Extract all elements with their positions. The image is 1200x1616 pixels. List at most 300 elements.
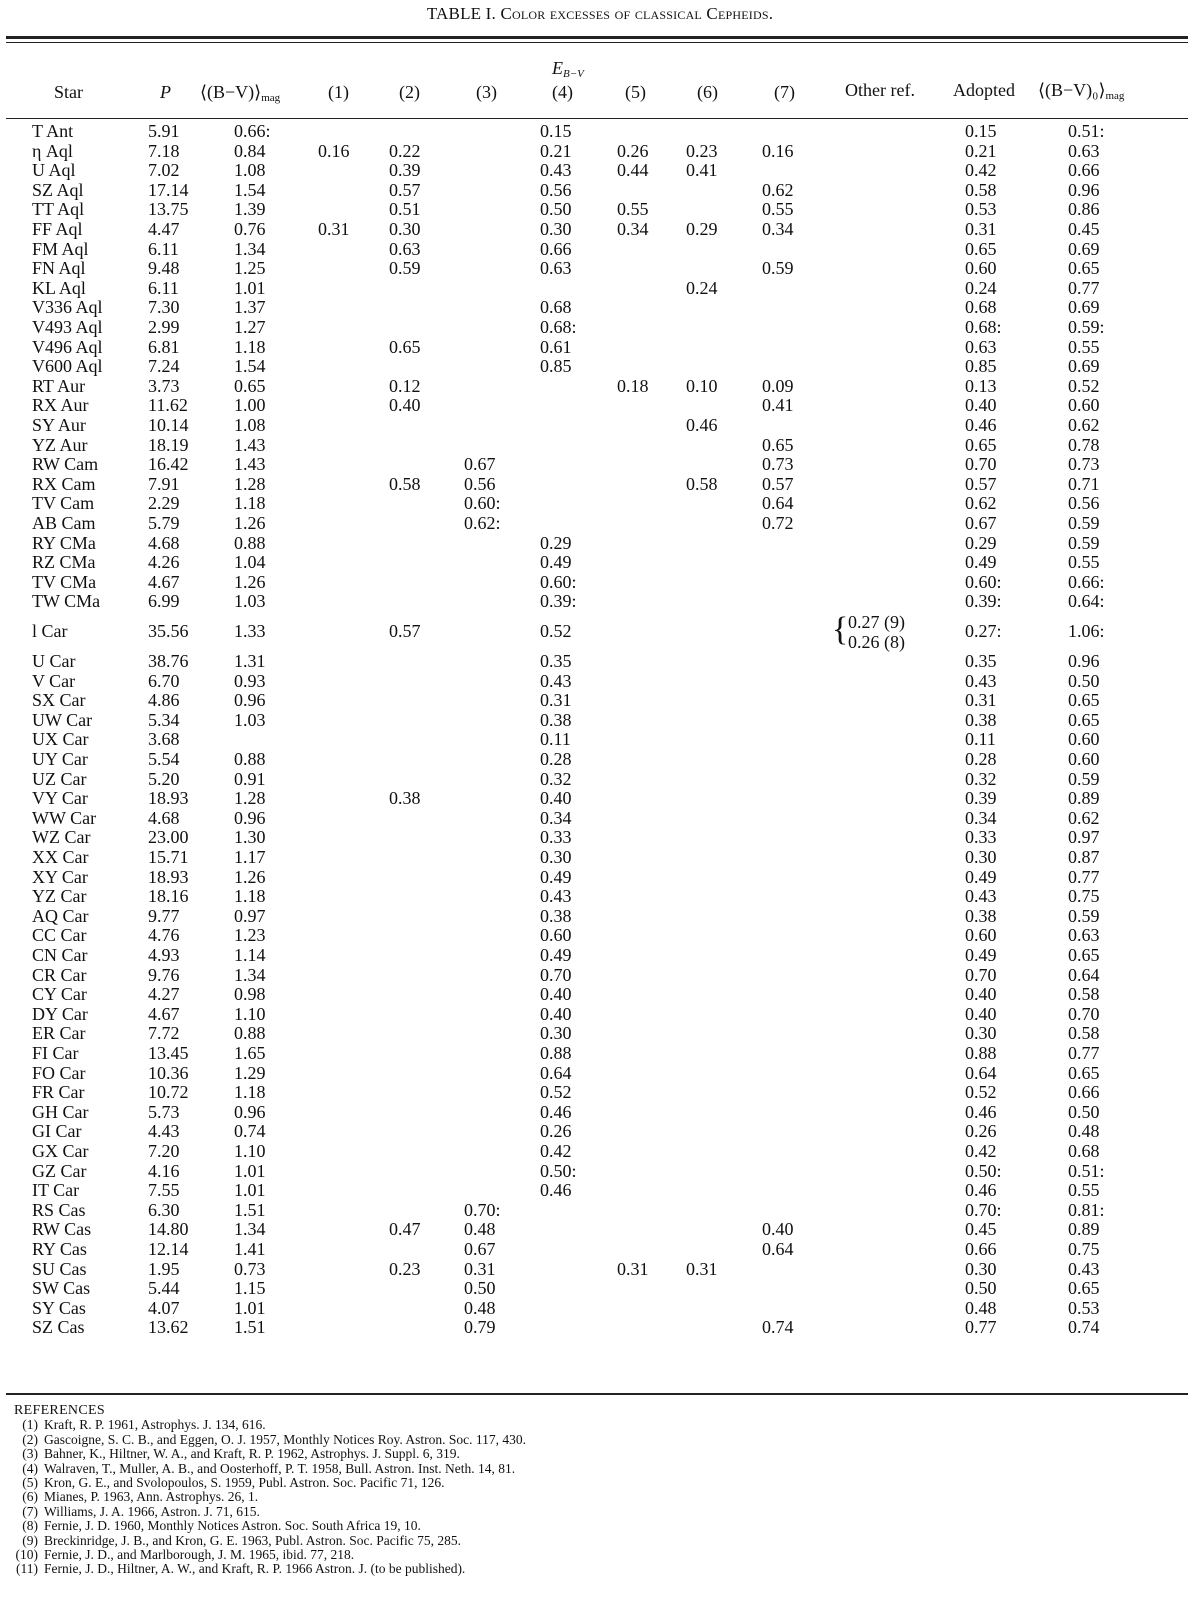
- table-row: [0, 435, 1200, 455]
- cell-p: 5.44: [148, 1278, 180, 1299]
- cell-adopted: 0.26: [965, 1121, 997, 1142]
- cell-c4: 0.70: [540, 964, 572, 985]
- cell-adopted: 0.63: [965, 336, 997, 357]
- cell-bv0: 0.69: [1068, 297, 1100, 318]
- cell-p: 7.20: [148, 1141, 180, 1161]
- table-row: [0, 1023, 1200, 1043]
- cell-bv: 0.96: [234, 807, 266, 828]
- cell-c3: 0.50: [464, 1278, 496, 1299]
- cell-c4: 0.49: [540, 552, 572, 573]
- table-row: [0, 769, 1200, 789]
- reference-number: (10): [15, 1547, 38, 1563]
- cell-bv0: 0.59:: [1068, 317, 1105, 337]
- header-group-ebv: $E_{B-V}$: [552, 58, 584, 80]
- cell-p: 23.00: [148, 827, 189, 848]
- cell-p: 4.26: [148, 552, 180, 573]
- cell-bv: 1.18: [234, 886, 266, 907]
- cell-p: 2.29: [148, 493, 180, 514]
- cell-star: FM Aql: [32, 238, 89, 259]
- cell-bv: 1.08: [234, 160, 266, 181]
- cell-star: AQ Car: [32, 905, 89, 926]
- cell-star: IT Car: [32, 1180, 80, 1201]
- cell-p: 18.16: [148, 886, 189, 907]
- cell-bv0: 0.86: [1068, 199, 1100, 220]
- cell-c4: 0.68:: [540, 317, 577, 337]
- cell-bv: 1.34: [234, 1219, 266, 1240]
- cell-c4: 0.15: [540, 121, 572, 141]
- cell-c4: 0.40: [540, 788, 572, 809]
- cell-p: 5.34: [148, 709, 180, 730]
- cell-adopted: 0.46: [965, 415, 997, 435]
- cell-c3: 0.48: [464, 1297, 496, 1318]
- cell-p: 6.99: [148, 591, 180, 612]
- cell-c4: 0.85: [540, 356, 572, 377]
- cell-c2: 0.57: [389, 621, 421, 641]
- cell-p: 1.95: [148, 1258, 180, 1279]
- table-row: [0, 1043, 1200, 1063]
- header-col-3: (3): [476, 82, 497, 102]
- cell-p: 7.24: [148, 356, 180, 377]
- cell-star: T Ant: [32, 121, 74, 141]
- cell-p: 6.70: [148, 670, 180, 691]
- table-row: [0, 572, 1200, 592]
- cell-bv: 1.43: [234, 434, 266, 455]
- cell-bv: 1.27: [234, 317, 266, 337]
- cell-c4: 0.66: [540, 238, 572, 259]
- cell-star: RY Cas: [32, 1239, 87, 1259]
- cell-bv: 1.28: [234, 788, 266, 809]
- cell-c3: 0.67: [464, 1239, 496, 1259]
- cell-p: 14.80: [148, 1219, 189, 1240]
- reference-number: (4): [22, 1460, 38, 1476]
- cell-bv0: 0.96: [1068, 179, 1100, 200]
- cell-adopted: 0.58: [965, 179, 997, 200]
- reference-number: (11): [16, 1561, 38, 1577]
- cell-c4: 0.43: [540, 886, 572, 907]
- cell-p: 4.86: [148, 690, 180, 711]
- reference-item: [14, 1534, 526, 1548]
- cell-c7: 0.16: [762, 140, 794, 161]
- cell-c7: 0.41: [762, 395, 794, 416]
- cell-adopted: 0.88: [965, 1043, 997, 1063]
- cell-c3: 0.31: [464, 1258, 496, 1279]
- cell-c2: 0.30: [389, 219, 421, 239]
- cell-bv0: 0.77: [1068, 1043, 1100, 1063]
- table-row: [0, 671, 1200, 691]
- cell-adopted: 0.13: [965, 375, 997, 396]
- cell-c7: 0.62: [762, 179, 794, 200]
- reference-text: Breckinridge, J. B., and Kron, G. E. 1963, Publ. Astron. Soc. Pacific 75, 285.: [44, 1532, 461, 1548]
- reference-text: Bahner, K., Hiltner, W. A., and Kraft, R. P. 1962, Astrophys. J. Suppl. 6, 319.: [44, 1446, 460, 1462]
- table-row: [0, 317, 1200, 337]
- cell-c3: 0.56: [464, 473, 496, 494]
- cell-p: 6.11: [148, 238, 179, 259]
- cell-star: RX Aur: [32, 395, 89, 416]
- table-row: [0, 611, 1200, 652]
- cell-c4: 0.52: [540, 1082, 572, 1103]
- cell-bv: 0.88: [234, 1023, 266, 1044]
- cell-bv0: 0.43: [1068, 1258, 1100, 1279]
- cell-bv0: 0.75: [1068, 886, 1100, 907]
- cell-adopted: 0.38: [965, 905, 997, 926]
- cell-adopted: 0.49: [965, 866, 997, 887]
- cell-bv0: 0.62: [1068, 807, 1100, 828]
- reference-number: (8): [22, 1518, 38, 1534]
- cell-bv: 1.18: [234, 493, 266, 514]
- table-row: [0, 121, 1200, 141]
- cell-adopted: 0.48: [965, 1297, 997, 1318]
- cell-star: l Car: [32, 621, 68, 641]
- cell-star: AB Cam: [32, 513, 96, 533]
- cell-c5: 0.55: [617, 199, 649, 220]
- cell-bv0: 0.64: [1068, 964, 1100, 985]
- cell-p: 4.67: [148, 571, 180, 592]
- reference-number: (7): [22, 1503, 38, 1519]
- cell-p: 5.73: [148, 1101, 180, 1122]
- cell-bv: 1.01: [234, 1180, 266, 1201]
- cell-bv0: 0.51:: [1068, 1160, 1105, 1181]
- cell-bv: 0.96: [234, 1101, 266, 1122]
- table-row: [0, 690, 1200, 710]
- cell-c4: 0.21: [540, 140, 572, 161]
- cell-c4: 0.46: [540, 1180, 572, 1201]
- cell-bv0: 0.66:: [1068, 571, 1105, 592]
- cell-c2: 0.38: [389, 788, 421, 809]
- table-row: [0, 847, 1200, 867]
- table-row: [0, 906, 1200, 926]
- cell-adopted: 0.40: [965, 1003, 997, 1024]
- cell-c4: 0.42: [540, 1141, 572, 1161]
- reference-item: [14, 1505, 526, 1519]
- cell-adopted: 0.49: [965, 945, 997, 965]
- cell-bv: 1.01: [234, 1297, 266, 1318]
- table-row: [0, 356, 1200, 376]
- cell-adopted: 0.39: [965, 788, 997, 809]
- reference-number: (6): [22, 1489, 38, 1505]
- cell-bv0: 0.45: [1068, 219, 1100, 239]
- cell-star: FF Aql: [32, 219, 83, 239]
- cell-star: XX Car: [32, 847, 89, 867]
- cell-star: U Car: [32, 651, 76, 671]
- cell-p: 6.11: [148, 277, 179, 298]
- cell-c6: 0.24: [686, 277, 718, 298]
- cell-c3: 0.62:: [464, 513, 501, 533]
- cell-star: V496 Aql: [32, 336, 103, 357]
- cell-adopted: 0.46: [965, 1180, 997, 1201]
- cell-p: 12.14: [148, 1239, 189, 1259]
- cell-bv0: 0.62: [1068, 415, 1100, 435]
- cell-bv: 0.88: [234, 532, 266, 553]
- cell-c4: 0.30: [540, 1023, 572, 1044]
- cell-p: 5.20: [148, 768, 180, 789]
- cell-c4: 0.35: [540, 651, 572, 671]
- cell-c7: 0.65: [762, 434, 794, 455]
- cell-p: 4.68: [148, 532, 180, 553]
- cell-c6: 0.10: [686, 375, 718, 396]
- cell-bv: 0.98: [234, 984, 266, 1005]
- cell-adopted: 0.30: [965, 1023, 997, 1044]
- cell-star: FO Car: [32, 1062, 86, 1083]
- cell-star: WZ Car: [32, 827, 91, 848]
- cell-star: UY Car: [32, 749, 88, 769]
- cell-star: CN Car: [32, 945, 88, 965]
- table-row: [0, 258, 1200, 278]
- cell-bv0: 0.58: [1068, 984, 1100, 1005]
- cell-adopted: 0.15: [965, 121, 997, 141]
- table-row: [0, 749, 1200, 769]
- cell-c4: 0.33: [540, 827, 572, 848]
- cell-bv: 1.30: [234, 827, 266, 848]
- cell-bv0: 0.70: [1068, 1003, 1100, 1024]
- cell-bv: 1.18: [234, 1082, 266, 1103]
- cell-star: KL Aql: [32, 277, 86, 298]
- cell-bv: 0.97: [234, 905, 266, 926]
- cell-star: UX Car: [32, 729, 89, 750]
- table-row: [0, 1200, 1200, 1220]
- cell-c6: 0.29: [686, 219, 718, 239]
- cell-bv0: 0.81:: [1068, 1199, 1105, 1220]
- cell-bv: 1.26: [234, 571, 266, 592]
- cell-c4: 0.61: [540, 336, 572, 357]
- cell-star: RT Aur: [32, 375, 86, 396]
- cell-bv0: 0.59: [1068, 905, 1100, 926]
- cell-bv: 1.41: [234, 1239, 266, 1259]
- cell-adopted: 0.39:: [965, 591, 1002, 612]
- cell-star: SX Car: [32, 690, 86, 711]
- cell-adopted: 0.65: [965, 238, 997, 259]
- cell-c7: 0.73: [762, 454, 794, 475]
- table-row: [0, 552, 1200, 572]
- cell-adopted: 0.29: [965, 532, 997, 553]
- cell-adopted: 0.40: [965, 395, 997, 416]
- cell-star: UW Car: [32, 709, 93, 730]
- cell-bv: 0.74: [234, 1121, 266, 1142]
- cell-c7: 0.64: [762, 1239, 794, 1259]
- cell-c2: 0.59: [389, 258, 421, 279]
- cell-p: 5.91: [148, 121, 180, 141]
- cell-bv: 0.96: [234, 690, 266, 711]
- table-row: [0, 984, 1200, 1004]
- cell-bv: 1.65: [234, 1043, 266, 1063]
- cell-star: FI Car: [32, 1043, 79, 1063]
- cell-star: YZ Aur: [32, 434, 88, 455]
- cell-p: 9.76: [148, 964, 180, 985]
- cell-c6: 0.58: [686, 473, 718, 494]
- table-row: [0, 710, 1200, 730]
- cell-star: VY Car: [32, 788, 88, 809]
- cell-star: TV CMa: [32, 571, 97, 592]
- cell-other-ref: 0.27 (9): [848, 612, 905, 632]
- reference-item: [14, 1462, 526, 1476]
- cell-p: 13.45: [148, 1043, 189, 1063]
- cell-bv0: 0.87: [1068, 847, 1100, 867]
- table-row: [0, 297, 1200, 317]
- cell-p: 7.02: [148, 160, 180, 181]
- cell-c7: 0.55: [762, 199, 794, 220]
- cell-star: WW Car: [32, 807, 97, 828]
- cell-adopted: 0.68: [965, 297, 997, 318]
- cell-bv: 1.26: [234, 866, 266, 887]
- cell-bv0: 0.60: [1068, 729, 1100, 750]
- cell-p: 3.68: [148, 729, 180, 750]
- cell-bv: 1.14: [234, 945, 266, 965]
- cell-c5: 0.31: [617, 1258, 649, 1279]
- cell-c4: 0.43: [540, 670, 572, 691]
- cell-p: 18.19: [148, 434, 189, 455]
- cell-c1: 0.16: [318, 140, 350, 161]
- cell-bv: 1.03: [234, 591, 266, 612]
- cell-p: 18.93: [148, 788, 189, 809]
- cell-c4: 0.52: [540, 621, 572, 641]
- cell-star: η Aql: [32, 140, 73, 161]
- cell-bv0: 0.52: [1068, 375, 1100, 396]
- header-col-2: (2): [399, 82, 420, 102]
- cell-c3: 0.60:: [464, 493, 501, 514]
- cell-bv0: 0.89: [1068, 1219, 1100, 1240]
- cell-adopted: 0.31: [965, 690, 997, 711]
- cell-star: V600 Aql: [32, 356, 103, 377]
- cell-c4: 0.60:: [540, 571, 577, 592]
- cell-c4: 0.49: [540, 866, 572, 887]
- cell-bv0: 0.63: [1068, 140, 1100, 161]
- cell-c3: 0.67: [464, 454, 496, 475]
- cell-c2: 0.47: [389, 1219, 421, 1240]
- cell-adopted: 0.70:: [965, 1199, 1002, 1220]
- cell-star: FR Car: [32, 1082, 85, 1103]
- cell-bv0: 0.60: [1068, 749, 1100, 769]
- cell-adopted: 0.68:: [965, 317, 1002, 337]
- cell-p: 10.14: [148, 415, 189, 435]
- cell-bv0: 0.96: [1068, 651, 1100, 671]
- cell-adopted: 0.50: [965, 1278, 997, 1299]
- cell-p: 4.68: [148, 807, 180, 828]
- bottom-rule: [6, 1393, 1188, 1395]
- cell-bv0: 0.59: [1068, 513, 1100, 533]
- reference-item: [14, 1418, 526, 1432]
- cell-bv0: 0.69: [1068, 356, 1100, 377]
- cell-star: SY Cas: [32, 1297, 86, 1318]
- cell-bv: 1.54: [234, 356, 266, 377]
- reference-item: [14, 1433, 526, 1447]
- table-row: [0, 376, 1200, 396]
- cell-bv0: 0.77: [1068, 866, 1100, 887]
- table-row: [0, 1239, 1200, 1259]
- cell-star: RX Cam: [32, 473, 96, 494]
- cell-bv: 1.08: [234, 415, 266, 435]
- cell-p: 3.73: [148, 375, 180, 396]
- table-row: [0, 454, 1200, 474]
- cell-bv: 1.34: [234, 964, 266, 985]
- table-row: [0, 239, 1200, 259]
- cell-star: GX Car: [32, 1141, 89, 1161]
- cell-p: 7.18: [148, 140, 180, 161]
- cell-star: CC Car: [32, 925, 87, 946]
- table-row: [0, 1121, 1200, 1141]
- cell-adopted: 0.43: [965, 670, 997, 691]
- cell-star: CY Car: [32, 984, 87, 1005]
- cell-c4: 0.39:: [540, 591, 577, 612]
- table-row: [0, 886, 1200, 906]
- cell-adopted: 0.24: [965, 277, 997, 298]
- cell-c4: 0.50:: [540, 1160, 577, 1181]
- cell-adopted: 0.42: [965, 160, 997, 181]
- cell-c4: 0.49: [540, 945, 572, 965]
- table-row: [0, 827, 1200, 847]
- brace-glyph: {: [832, 611, 849, 648]
- reference-text: Walraven, T., Muller, A. B., and Oosterhoff, P. T. 1958, Bull. Astron. Inst. Neth. 14, 81.: [44, 1460, 516, 1476]
- table-row: [0, 337, 1200, 357]
- cell-p: 15.71: [148, 847, 189, 867]
- cell-c7: 0.59: [762, 258, 794, 279]
- cell-bv: 0.76: [234, 219, 266, 239]
- cell-p: 7.55: [148, 1180, 180, 1201]
- cell-adopted: 0.38: [965, 709, 997, 730]
- cell-star: V Car: [32, 670, 76, 691]
- cell-bv: 0.88: [234, 749, 266, 769]
- cell-c4: 0.56: [540, 179, 572, 200]
- table-row: [0, 513, 1200, 533]
- cell-bv0: 0.53: [1068, 1297, 1100, 1318]
- table-row: [0, 1063, 1200, 1083]
- cell-star: UZ Car: [32, 768, 87, 789]
- cell-c5: 0.44: [617, 160, 649, 181]
- cell-bv: 1.54: [234, 179, 266, 200]
- cell-star: CR Car: [32, 964, 87, 985]
- reference-item: [14, 1548, 526, 1562]
- cell-bv: 1.10: [234, 1003, 266, 1024]
- cell-bv: 1.01: [234, 1160, 266, 1181]
- references-list: [14, 1418, 526, 1576]
- cell-p: 4.67: [148, 1003, 180, 1024]
- cell-c3: 0.79: [464, 1317, 496, 1338]
- cell-c5: 0.34: [617, 219, 649, 239]
- cell-c2: 0.57: [389, 179, 421, 200]
- table-row: [0, 591, 1200, 611]
- cell-adopted: 0.50:: [965, 1160, 1002, 1181]
- cell-bv: 1.25: [234, 258, 266, 279]
- reference-text: Gascoigne, S. C. B., and Eggen, O. J. 1957, Monthly Notices Roy. Astron. Soc. 117, 430.: [44, 1431, 526, 1447]
- cell-star: GH Car: [32, 1101, 89, 1122]
- cell-bv: 1.03: [234, 709, 266, 730]
- cell-c4: 0.30: [540, 219, 572, 239]
- cell-bv: 1.33: [234, 621, 266, 641]
- table-row: [0, 533, 1200, 553]
- cell-bv: 1.15: [234, 1278, 266, 1299]
- cell-star: YZ Car: [32, 886, 87, 907]
- cell-star: ER Car: [32, 1023, 86, 1044]
- top-rule-thick: [6, 36, 1188, 39]
- cell-c2: 0.63: [389, 238, 421, 259]
- cell-c5: 0.18: [617, 375, 649, 396]
- cell-star: SW Cas: [32, 1278, 91, 1299]
- cell-adopted: 0.60: [965, 258, 997, 279]
- cell-bv0: 0.74: [1068, 1317, 1100, 1338]
- reference-number: (3): [22, 1446, 38, 1462]
- table-row: [0, 474, 1200, 494]
- cell-p: 9.77: [148, 905, 180, 926]
- cell-p: 4.16: [148, 1160, 180, 1181]
- table-row: [0, 415, 1200, 435]
- header-rule: [6, 118, 1188, 119]
- cell-bv: 1.34: [234, 238, 266, 259]
- cell-bv0: 0.64:: [1068, 591, 1105, 612]
- cell-c4: 0.63: [540, 258, 572, 279]
- header-col-7: (7): [774, 82, 795, 102]
- references: [14, 1404, 526, 1577]
- cell-adopted: 0.45: [965, 1219, 997, 1240]
- cell-adopted: 0.46: [965, 1101, 997, 1122]
- cell-star: RS Cas: [32, 1199, 86, 1220]
